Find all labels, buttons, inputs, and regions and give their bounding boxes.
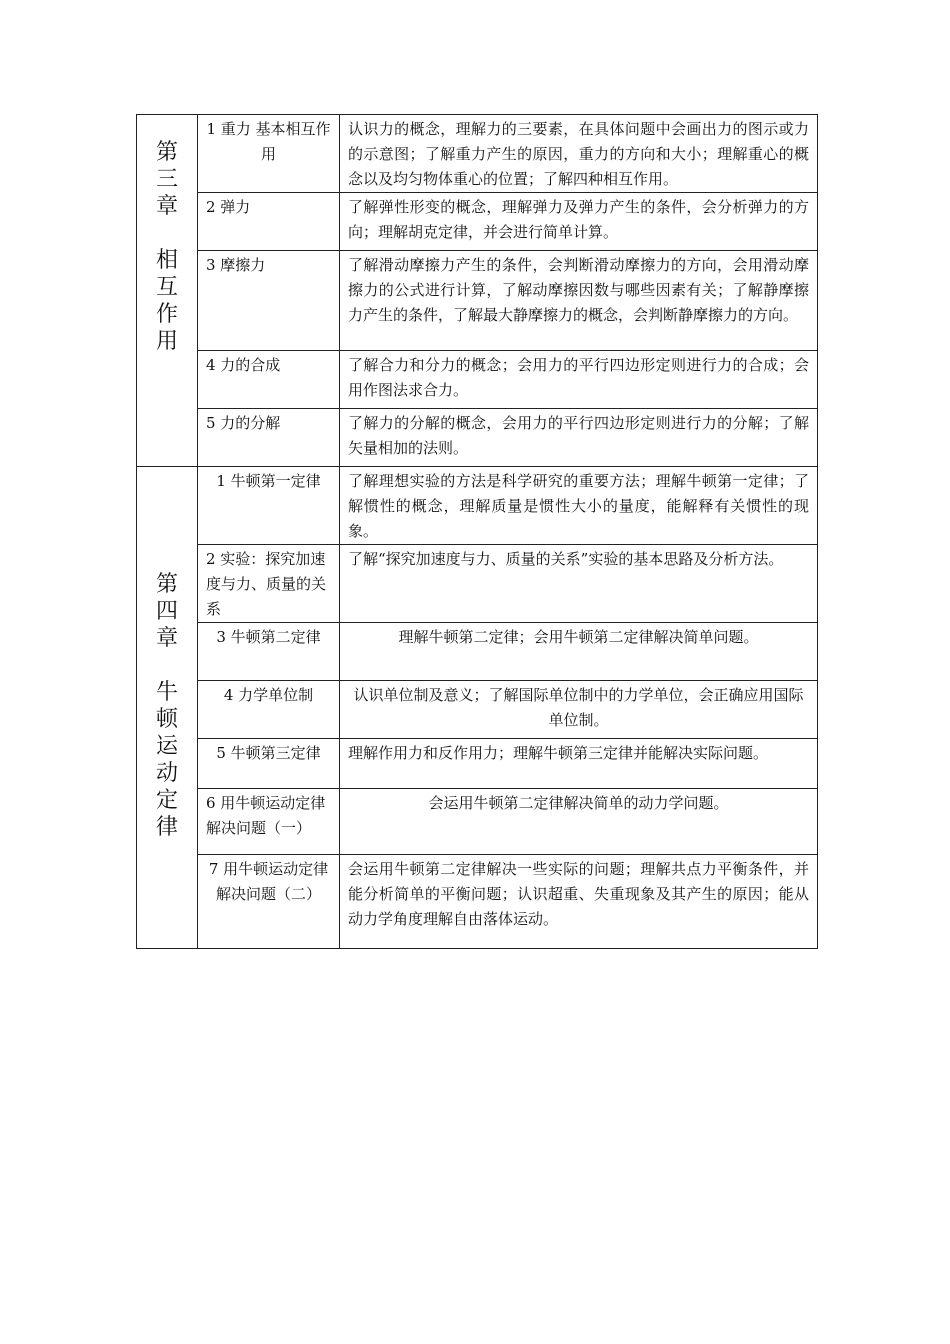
topic-cell: 3 牛顿第二定律 bbox=[198, 623, 340, 681]
description-cell: 了解理想实验的方法是科学研究的重要方法；理解牛顿第一定律；了解惯性的概念，理解质量是惯性大小的量度，能解释有关惯性的现象。 bbox=[340, 467, 818, 545]
description-cell: 了解“探究加速度与力、质量的关系”实验的基本思路及分析方法。 bbox=[340, 545, 818, 623]
table-row bbox=[137, 409, 818, 467]
table-row bbox=[137, 855, 818, 949]
topic-cell: 5 力的分解 bbox=[198, 409, 340, 467]
table-row bbox=[137, 193, 818, 251]
table-row bbox=[137, 739, 818, 789]
chapter-subtitle: 牛顿运动定律 bbox=[156, 680, 179, 840]
description-cell: 认识单位制及意义；了解国际单位制中的力学单位，会正确应用国际单位制。 bbox=[340, 681, 818, 739]
table-row bbox=[137, 681, 818, 739]
topic-cell: 2 弹力 bbox=[198, 193, 340, 251]
chapter-cell bbox=[137, 115, 198, 467]
topic-cell: 1 牛顿第一定律 bbox=[198, 467, 340, 545]
description-cell: 认识力的概念，理解力的三要素，在具体问题中会画出力的图示或力的示意图；了解重力产生的原因，重力的方向和大小；理解重心的概念以及均匀物体重心的位置；了解四种相互作用。 bbox=[340, 115, 818, 193]
topic-cell: 4 力的合成 bbox=[198, 351, 340, 409]
topic-cell: 2 实验：探究加速度与力、质量的关系 bbox=[198, 545, 340, 623]
description-cell: 了解合力和分力的概念；会用力的平行四边形定则进行力的合成；会用作图法求合力。 bbox=[340, 351, 818, 409]
topic-cell: 3 摩擦力 bbox=[198, 251, 340, 351]
description-cell: 理解牛顿第二定律；会用牛顿第二定律解决简单问题。 bbox=[340, 623, 818, 681]
description-cell: 会运用牛顿第二定律解决简单的动力学问题。 bbox=[340, 789, 818, 855]
description-cell: 了解弹性形变的概念，理解弹力及弹力产生的条件，会分析弹力的方向；理解胡克定律，并会进行简单计算。 bbox=[340, 193, 818, 251]
topic-cell: 7 用牛顿运动定律解决问题（二） bbox=[198, 855, 340, 949]
topic-cell: 5 牛顿第三定律 bbox=[198, 739, 340, 789]
syllabus-table bbox=[136, 114, 818, 949]
table-row bbox=[137, 623, 818, 681]
chapter-subtitle: 相互作用 bbox=[156, 248, 179, 354]
chapter-title: 第四章 bbox=[156, 572, 179, 651]
table-row bbox=[137, 789, 818, 855]
table-row bbox=[137, 115, 818, 193]
topic-cell: 6 用牛顿运动定律解决问题（一） bbox=[198, 789, 340, 855]
topic-cell: 4 力学单位制 bbox=[198, 681, 340, 739]
description-cell: 理解作用力和反作用力；理解牛顿第三定律并能解决实际问题。 bbox=[340, 739, 818, 789]
description-cell: 了解滑动摩擦力产生的条件，会判断滑动摩擦力的方向，会用滑动摩擦力的公式进行计算，了解动摩擦因数与哪些因素有关；了解静摩擦力产生的条件，了解最大静摩擦力的概念，会判断静摩擦力的方向。 bbox=[340, 251, 818, 351]
table-row bbox=[137, 251, 818, 351]
chapter-cell bbox=[137, 467, 198, 949]
chapter-title: 第三章 bbox=[156, 140, 179, 219]
table-row bbox=[137, 545, 818, 623]
table-row bbox=[137, 467, 818, 545]
topic-cell: 1 重力 基本相互作用 bbox=[198, 115, 340, 193]
table-row bbox=[137, 351, 818, 409]
description-cell: 会运用牛顿第二定律解决一些实际的问题；理解共点力平衡条件，并能分析简单的平衡问题；认识超重、失重现象及其产生的原因；能从动力学角度理解自由落体运动。 bbox=[340, 855, 818, 949]
description-cell: 了解力的分解的概念，会用力的平行四边形定则进行力的分解；了解矢量相加的法则。 bbox=[340, 409, 818, 467]
